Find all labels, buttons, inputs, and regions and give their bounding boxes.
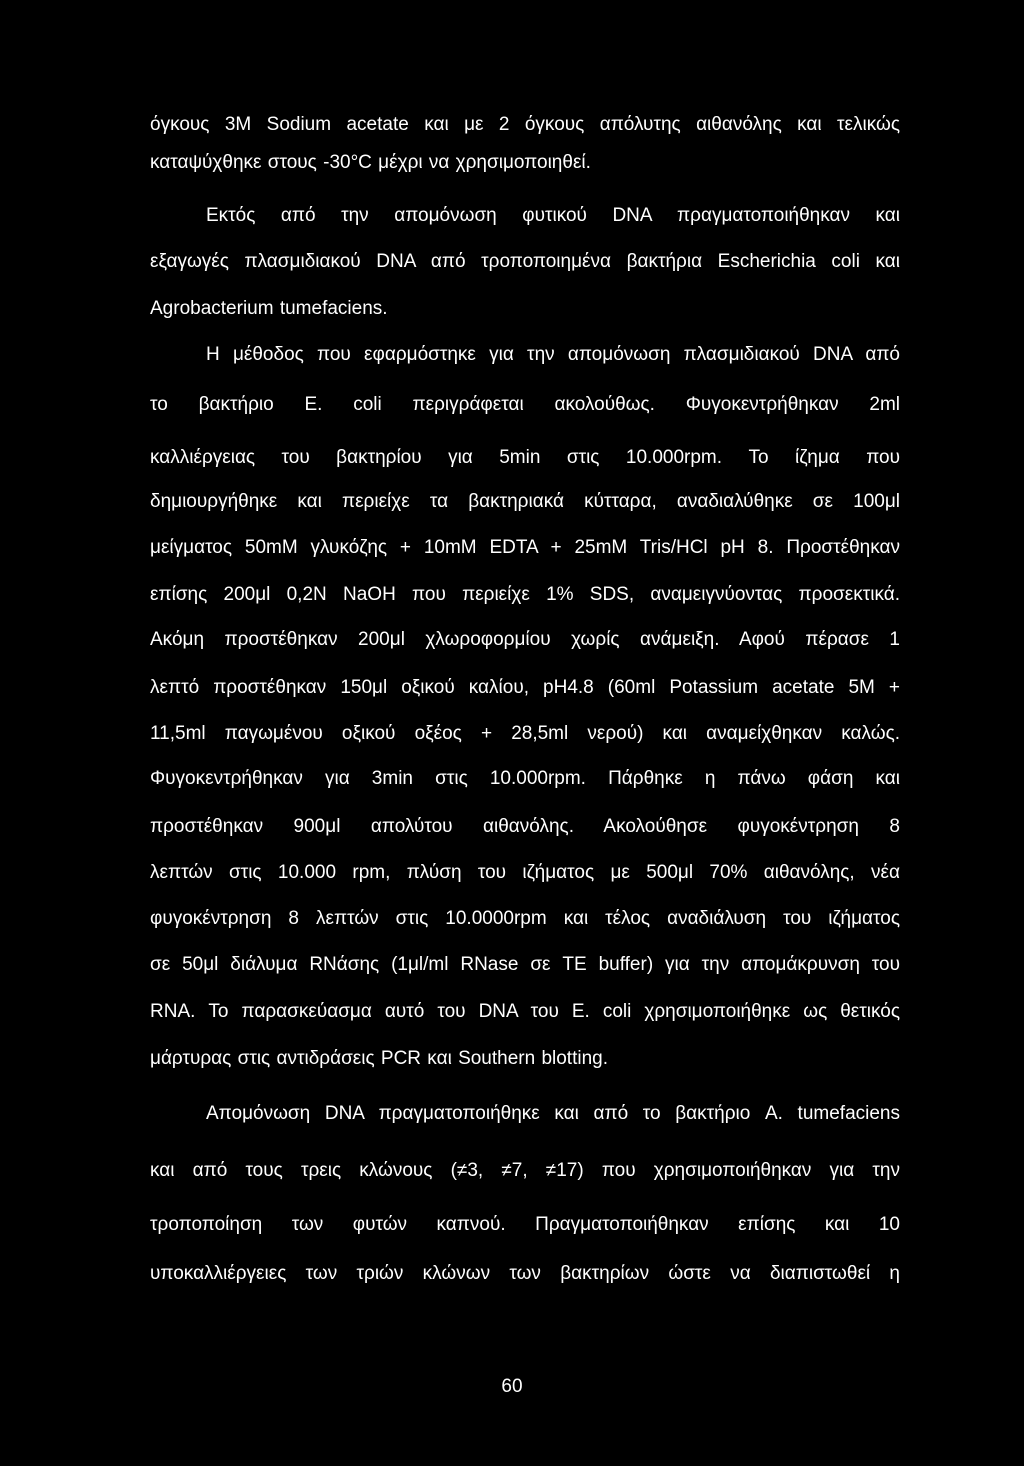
text-line: καλλιέργειας του βακτηρίου για 5min στις 10.000rpm. Το ίζημα που (150, 447, 900, 468)
text-line: λεπτών στις 10.000 rpm, πλύση του ιζήματος με 500μl 70% αιθανόλης, νέα (150, 862, 900, 883)
text-line: Φυγοκεντρήθηκαν για 3min στις 10.000rpm. Πάρθηκε η πάνω φάση και (150, 768, 900, 789)
text-line: φυγοκέντρηση 8 λεπτών στις 10.0000rpm και τέλος αναδιάλυση του ιζήματος (150, 908, 900, 929)
text-line: το βακτήριο E. coli περιγράφεται ακολούθως. Φυγοκεντρήθηκαν 2ml (150, 394, 900, 415)
text-line: λεπτό προστέθηκαν 150μl οξικού καλίου, pH4.8 (60ml Potassium acetate 5M + (150, 677, 900, 698)
text-line: Εκτός από την απομόνωση φυτικού DNA πραγματοποιήθηκαν και (206, 205, 900, 226)
text-line: επίσης 200μl 0,2N NaOH που περιείχε 1% SDS, αναμειγνύοντας προσεκτικά. (150, 584, 900, 605)
text-line: RNA. Το παρασκεύασμα αυτό του DNA του E. coli χρησιμοποιήθηκε ως θετικός (150, 1001, 900, 1022)
text-line: μάρτυρας στις αντιδράσεις PCR και Southern blotting. (150, 1048, 609, 1069)
text-line: προστέθηκαν 900μl απολύτου αιθανόλης. Ακολούθησε φυγοκέντρηση 8 (150, 816, 900, 837)
page-number: 60 (501, 1376, 523, 1397)
text-line: τροποποίηση των φυτών καπνού. Πραγματοποιήθηκαν επίσης και 10 (150, 1214, 900, 1235)
text-line: Απομόνωση DNA πραγματοποιήθηκε και από το βακτήριο A. tumefaciens (206, 1103, 900, 1124)
text-line: εξαγωγές πλασμιδιακού DNA από τροποποιημένα βακτήρια Escherichia coli και (150, 251, 900, 272)
text-line: μείγματος 50mM γλυκόζης + 10mM EDTA + 25mM Tris/HCl pH 8. Προστέθηκαν (150, 537, 900, 558)
text-line: δημιουργήθηκε και περιείχε τα βακτηριακά κύτταρα, αναδιαλύθηκε σε 100μl (150, 491, 900, 512)
text-line: και από τους τρεις κλώνους (≠3, ≠7, ≠17) που χρησιμοποιήθηκαν για την (150, 1160, 900, 1181)
text-line: καταψύχθηκε στους -30°C μέχρι να χρησιμοποιηθεί. (150, 152, 591, 173)
text-line: Η μέθοδος που εφαρμόστηκε για την απομόνωση πλασμιδιακού DNA από (206, 344, 900, 365)
text-line: όγκους 3M Sodium acetate και με 2 όγκους απόλυτης αιθανόλης και τελικώς (150, 114, 900, 135)
text-line: 11,5ml παγωμένου οξικού οξέος + 28,5ml νερού) και αναμείχθηκαν καλώς. (150, 723, 900, 744)
text-line: Ακόμη προστέθηκαν 200μl χλωροφορμίου χωρίς ανάμειξη. Αφού πέρασε 1 (150, 629, 900, 650)
text-line: Agrobacterium tumefaciens. (150, 298, 388, 319)
text-line: υποκαλλιέργειες των τριών κλώνων των βακτηρίων ώστε να διαπιστωθεί η (150, 1263, 900, 1284)
text-line: σε 50μl διάλυμα RNάσης (1μl/ml RNase σε TE buffer) για την απομάκρυνση του (150, 954, 900, 975)
